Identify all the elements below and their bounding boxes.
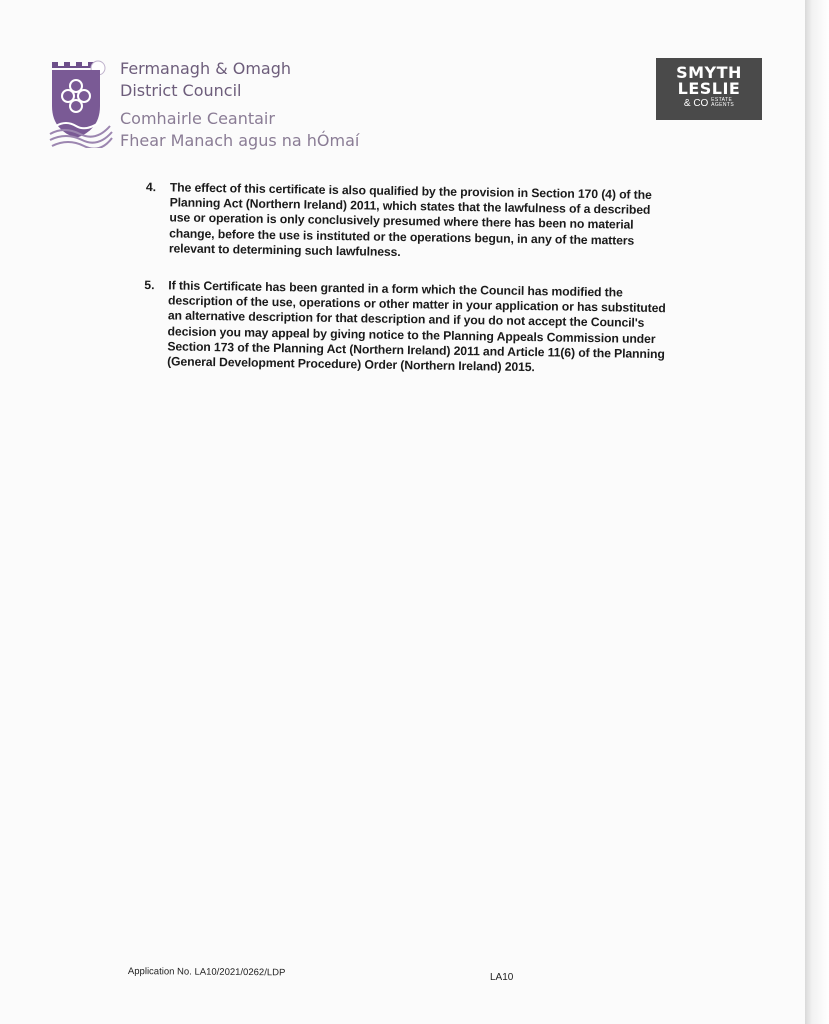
note-item-4 bbox=[145, 180, 674, 264]
council-name-ga-line2: Fhear Manach agus na hÓmaí bbox=[120, 131, 360, 150]
note-number: 4. bbox=[145, 180, 157, 195]
agent-logo-estate: ESTATE bbox=[711, 97, 733, 104]
council-name bbox=[120, 58, 359, 152]
agent-logo-agents: AGENTS bbox=[711, 102, 735, 109]
council-name-ga-line1: Comhairle Ceantair bbox=[120, 109, 275, 128]
note-number: 5. bbox=[144, 278, 155, 293]
agent-logo-line3 bbox=[656, 98, 762, 110]
council-crest-icon bbox=[48, 60, 114, 148]
council-name-en-line2: District Council bbox=[120, 81, 242, 100]
agent-logo-co: & CO bbox=[683, 98, 709, 109]
agent-logo bbox=[656, 58, 762, 120]
note-text: The effect of this certificate is also qualified by the provision in Section 170 (4) of the Planning Act (Northern Ireland) 2011, which states that the lawfulness of a described use or operation is only conclusively presumed where there has been no material change, before the use is instituted or the operations begun, in any of the matters relevant to determining such lawfulness. bbox=[168, 180, 652, 259]
page-edge-shadow bbox=[805, 0, 829, 1024]
agent-logo-line2: LESLIE bbox=[677, 79, 741, 98]
form-code: LA10 bbox=[490, 972, 514, 983]
agent-logo-estate-agents bbox=[711, 98, 734, 108]
agent-logo-line1: SMYTH bbox=[676, 63, 742, 82]
council-name-en-line1: Fermanagh & Omagh bbox=[120, 59, 292, 78]
certificate-notes bbox=[143, 180, 674, 400]
note-text: If this Certificate has been granted in a form which the Council has modified the description of the use, operations or other matter in your application or has substituted an alternative description for that description and if you do not accept the Council's decision you may appeal by giving notice to the Planning Appeals Commission under Section 173 of the Planning Act (Northern Ireland) 2011 and Article 11(6) of the Planning (General Development Procedure) Order (Northern Ireland) 2015. bbox=[167, 278, 666, 375]
note-item-5 bbox=[143, 278, 672, 378]
application-number: Application No. LA10/2021/0262/LDP bbox=[127, 966, 286, 979]
